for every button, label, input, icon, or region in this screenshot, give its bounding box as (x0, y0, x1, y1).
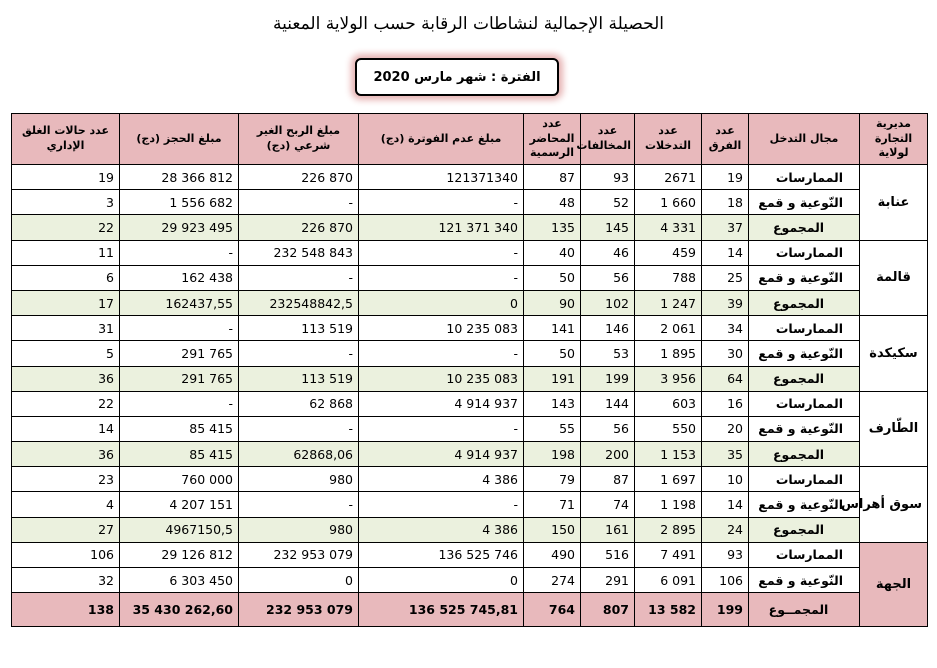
teams-cell: 14 (702, 492, 749, 517)
closures-cell: 14 (12, 416, 120, 441)
field-cell: المجموع (749, 366, 860, 391)
table-body (12, 165, 928, 627)
field-cell: الممارسات (749, 316, 860, 341)
violations-cell: 74 (581, 492, 635, 517)
no-invoice-cell: - (359, 341, 524, 366)
interventions-cell: 6 091 (635, 568, 702, 593)
violations-cell: 46 (581, 240, 635, 265)
teams-cell: 34 (702, 316, 749, 341)
violations-cell: 199 (581, 366, 635, 391)
header-closures: عدد حالات الغلق الإداري (12, 114, 120, 165)
total-row (12, 517, 928, 542)
report-title: الحصيلة الإجمالية لنشاطات الرقابة حسب الولاية المعنية (273, 14, 664, 34)
illicit-profit-cell: 226 870 (239, 165, 359, 190)
illicit-profit-cell: 980 (239, 467, 359, 492)
closures-cell: 3 (12, 190, 120, 215)
table-row (12, 165, 928, 190)
teams-cell: 19 (702, 165, 749, 190)
interventions-cell: 2 895 (635, 517, 702, 542)
seizure-cell: - (120, 316, 239, 341)
no-invoice-cell: 0 (359, 290, 524, 315)
state-name: الطّارف (860, 391, 928, 467)
interventions-cell: 550 (635, 416, 702, 441)
interventions-cell: 4 331 (635, 215, 702, 240)
interventions-cell: 1 697 (635, 467, 702, 492)
illicit-profit-cell: 113 519 (239, 316, 359, 341)
field-cell: الممارسات (749, 542, 860, 567)
header-interventions: عدد التدخلات (635, 114, 702, 165)
teams-cell: 14 (702, 240, 749, 265)
teams-cell: 106 (702, 568, 749, 593)
table-row (12, 240, 928, 265)
header-illicit-profit: مبلغ الربح الغير شرعي (دج) (239, 114, 359, 165)
seizure-cell: 1 556 682 (120, 190, 239, 215)
no-invoice-cell: - (359, 416, 524, 441)
violations-cell: 807 (581, 593, 635, 627)
teams-cell: 18 (702, 190, 749, 215)
teams-cell: 25 (702, 265, 749, 290)
no-invoice-cell: 4 386 (359, 517, 524, 542)
table-row (12, 190, 928, 215)
violations-cell: 53 (581, 341, 635, 366)
table-row (12, 416, 928, 441)
table-row (12, 492, 928, 517)
illicit-profit-cell: 113 519 (239, 366, 359, 391)
field-cell: المجموع (749, 290, 860, 315)
total-row (12, 442, 928, 467)
illicit-profit-cell: - (239, 190, 359, 215)
period-box (355, 58, 559, 96)
reports-cell: 143 (524, 391, 581, 416)
closures-cell: 138 (12, 593, 120, 627)
closures-cell: 27 (12, 517, 120, 542)
seizure-cell: 291 765 (120, 341, 239, 366)
interventions-cell: 1 198 (635, 492, 702, 517)
no-invoice-cell: 136 525 745,81 (359, 593, 524, 627)
illicit-profit-cell: - (239, 492, 359, 517)
reports-cell: 79 (524, 467, 581, 492)
violations-cell: 200 (581, 442, 635, 467)
closures-cell: 4 (12, 492, 120, 517)
closures-cell: 23 (12, 467, 120, 492)
violations-cell: 516 (581, 542, 635, 567)
violations-cell: 56 (581, 265, 635, 290)
closures-cell: 11 (12, 240, 120, 265)
seizure-cell: 291 765 (120, 366, 239, 391)
control-activities-table (11, 113, 928, 627)
violations-cell: 52 (581, 190, 635, 215)
illicit-profit-cell: 226 870 (239, 215, 359, 240)
no-invoice-cell: 0 (359, 568, 524, 593)
violations-cell: 102 (581, 290, 635, 315)
closures-cell: 22 (12, 391, 120, 416)
reports-cell: 90 (524, 290, 581, 315)
reports-cell: 48 (524, 190, 581, 215)
reports-cell: 490 (524, 542, 581, 567)
closures-cell: 106 (12, 542, 120, 567)
no-invoice-cell: - (359, 265, 524, 290)
teams-cell: 35 (702, 442, 749, 467)
violations-cell: 144 (581, 391, 635, 416)
seizure-cell: 4967150,5 (120, 517, 239, 542)
seizure-cell: 6 303 450 (120, 568, 239, 593)
closures-cell: 6 (12, 265, 120, 290)
no-invoice-cell: 4 914 937 (359, 391, 524, 416)
seizure-cell: 85 415 (120, 442, 239, 467)
header-field: مجال التدخل (749, 114, 860, 165)
header-no-invoice: مبلغ عدم الفوترة (دج) (359, 114, 524, 165)
illicit-profit-cell: 980 (239, 517, 359, 542)
closures-cell: 5 (12, 341, 120, 366)
reports-cell: 71 (524, 492, 581, 517)
state-name: سكيكدة (860, 316, 928, 392)
reports-cell: 87 (524, 165, 581, 190)
violations-cell: 291 (581, 568, 635, 593)
illicit-profit-cell: 0 (239, 568, 359, 593)
reports-cell: 135 (524, 215, 581, 240)
closures-cell: 17 (12, 290, 120, 315)
field-cell: المجمــوع (749, 593, 860, 627)
header-reports: عدد المحاضر الرسمية (524, 114, 581, 165)
seizure-cell: 4 207 151 (120, 492, 239, 517)
table-row (12, 467, 928, 492)
violations-cell: 145 (581, 215, 635, 240)
seizure-cell: 29 126 812 (120, 542, 239, 567)
illicit-profit-cell: - (239, 341, 359, 366)
header-violations: عدد المخالفات (581, 114, 635, 165)
reports-cell: 191 (524, 366, 581, 391)
total-row (12, 290, 928, 315)
seizure-cell: 29 923 495 (120, 215, 239, 240)
illicit-profit-cell: - (239, 265, 359, 290)
period-label: الفترة : شهر مارس 2020 (373, 69, 541, 85)
closures-cell: 36 (12, 442, 120, 467)
table-row (12, 542, 928, 567)
total-row (12, 215, 928, 240)
field-cell: النّوعية و قمع (749, 190, 860, 215)
no-invoice-cell: 10 235 083 (359, 366, 524, 391)
field-cell: الممارسات (749, 240, 860, 265)
field-cell: النّوعية و قمع (749, 341, 860, 366)
no-invoice-cell: 121371340 (359, 165, 524, 190)
interventions-cell: 1 247 (635, 290, 702, 315)
field-cell: المجموع (749, 517, 860, 542)
teams-cell: 39 (702, 290, 749, 315)
reports-cell: 274 (524, 568, 581, 593)
reports-cell: 150 (524, 517, 581, 542)
no-invoice-cell: - (359, 240, 524, 265)
teams-cell: 64 (702, 366, 749, 391)
illicit-profit-cell: - (239, 416, 359, 441)
teams-cell: 10 (702, 467, 749, 492)
interventions-cell: 2 061 (635, 316, 702, 341)
state-name: قالمة (860, 240, 928, 316)
reports-cell: 50 (524, 341, 581, 366)
interventions-cell: 1 660 (635, 190, 702, 215)
illicit-profit-cell: 232 953 079 (239, 593, 359, 627)
header-teams: عدد الفرق (702, 114, 749, 165)
field-cell: الممارسات (749, 165, 860, 190)
closures-cell: 31 (12, 316, 120, 341)
table-row (12, 341, 928, 366)
seizure-cell: 35 430 262,60 (120, 593, 239, 627)
header-row (12, 114, 928, 165)
no-invoice-cell: 10 235 083 (359, 316, 524, 341)
field-cell: المجموع (749, 215, 860, 240)
seizure-cell: 760 000 (120, 467, 239, 492)
field-cell: المجموع (749, 442, 860, 467)
field-cell: النّوعية و قمع (749, 265, 860, 290)
no-invoice-cell: 121 371 340 (359, 215, 524, 240)
no-invoice-cell: 4 386 (359, 467, 524, 492)
seizure-cell: 162437,55 (120, 290, 239, 315)
seizure-cell: 162 438 (120, 265, 239, 290)
teams-cell: 16 (702, 391, 749, 416)
illicit-profit-cell: 232548842,5 (239, 290, 359, 315)
interventions-cell: 2671 (635, 165, 702, 190)
closures-cell: 32 (12, 568, 120, 593)
state-name: عنابة (860, 165, 928, 241)
reports-cell: 198 (524, 442, 581, 467)
field-cell: الممارسات (749, 467, 860, 492)
field-cell: النّوعية و قمع (749, 568, 860, 593)
no-invoice-cell: - (359, 190, 524, 215)
interventions-cell: 3 956 (635, 366, 702, 391)
interventions-cell: 459 (635, 240, 702, 265)
interventions-cell: 603 (635, 391, 702, 416)
reports-cell: 55 (524, 416, 581, 441)
header-directorate: مديرية التجارة لولاية (860, 114, 928, 165)
field-cell: النّوعية و قمع (749, 416, 860, 441)
illicit-profit-cell: 62868,06 (239, 442, 359, 467)
teams-cell: 37 (702, 215, 749, 240)
field-cell: النّوعية و قمع (749, 492, 860, 517)
illicit-profit-cell: 232 953 079 (239, 542, 359, 567)
illicit-profit-cell: 232 548 843 (239, 240, 359, 265)
reports-cell: 50 (524, 265, 581, 290)
violations-cell: 93 (581, 165, 635, 190)
violations-cell: 146 (581, 316, 635, 341)
violations-cell: 56 (581, 416, 635, 441)
table-row (12, 391, 928, 416)
seizure-cell: 28 366 812 (120, 165, 239, 190)
teams-cell: 93 (702, 542, 749, 567)
no-invoice-cell: 4 914 937 (359, 442, 524, 467)
seizure-cell: 85 415 (120, 416, 239, 441)
closures-cell: 36 (12, 366, 120, 391)
interventions-cell: 1 153 (635, 442, 702, 467)
teams-cell: 24 (702, 517, 749, 542)
teams-cell: 199 (702, 593, 749, 627)
interventions-cell: 1 895 (635, 341, 702, 366)
interventions-cell: 7 491 (635, 542, 702, 567)
teams-cell: 20 (702, 416, 749, 441)
state-name: سوق أهراس (860, 467, 928, 543)
total-row (12, 593, 928, 627)
state-name: الجهة (860, 542, 928, 626)
violations-cell: 87 (581, 467, 635, 492)
no-invoice-cell: - (359, 492, 524, 517)
header-seizure: مبلغ الحجز (دج) (120, 114, 239, 165)
interventions-cell: 788 (635, 265, 702, 290)
reports-cell: 764 (524, 593, 581, 627)
total-row (12, 366, 928, 391)
teams-cell: 30 (702, 341, 749, 366)
interventions-cell: 13 582 (635, 593, 702, 627)
seizure-cell: - (120, 240, 239, 265)
table-row (12, 265, 928, 290)
closures-cell: 22 (12, 215, 120, 240)
table-row (12, 316, 928, 341)
illicit-profit-cell: 62 868 (239, 391, 359, 416)
table-row (12, 568, 928, 593)
violations-cell: 161 (581, 517, 635, 542)
reports-cell: 141 (524, 316, 581, 341)
no-invoice-cell: 136 525 746 (359, 542, 524, 567)
closures-cell: 19 (12, 165, 120, 190)
seizure-cell: - (120, 391, 239, 416)
reports-cell: 40 (524, 240, 581, 265)
field-cell: الممارسات (749, 391, 860, 416)
